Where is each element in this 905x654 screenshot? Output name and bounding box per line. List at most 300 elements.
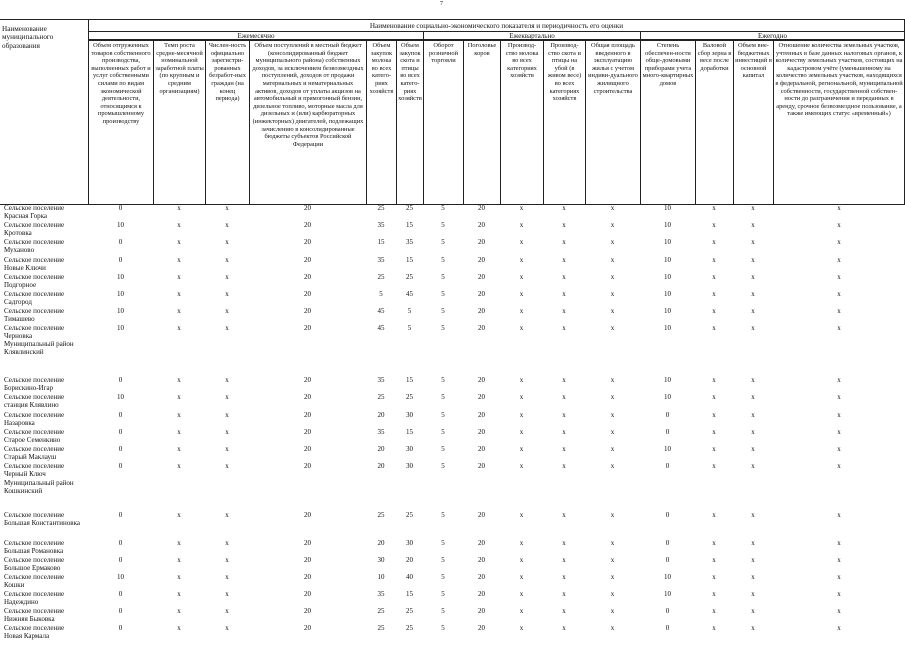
table-cell: 10 [664, 590, 671, 598]
table-cell: 5 [441, 556, 445, 564]
table-cell: 15 [406, 590, 413, 598]
table-cell: x [177, 624, 181, 632]
table-cell: 10 [377, 573, 385, 581]
table-cell: 20 [304, 221, 311, 229]
table-cell: 15 [377, 238, 385, 246]
table-cell: x [519, 411, 524, 419]
header-column-2: Темп роста средне-месячной номинальной заработной платы (по крупным и средним организациям) [153, 40, 205, 205]
row-name-line: Муниципальный район [4, 340, 74, 348]
table-cell: x [225, 462, 229, 470]
row-name-line: Борискино-Игар [4, 384, 54, 393]
table-cell: x [562, 573, 566, 581]
header-column-8: Поголовье коров [463, 40, 500, 205]
table-cell: x [562, 307, 566, 315]
row-name-line: Старый Маклауш [4, 453, 57, 462]
table-cell: x [519, 624, 524, 632]
table-cell: x [225, 573, 229, 581]
table-cell: x [562, 221, 566, 229]
table-cell: 15 [406, 256, 413, 264]
table-cell: x [519, 539, 524, 547]
table-cell: x [837, 238, 841, 246]
table-cell: x [751, 445, 755, 453]
table-cell: x [519, 376, 524, 384]
row-name [4, 393, 104, 410]
row-name-line: Сельское поселение [4, 539, 65, 547]
table-cell: 0 [118, 411, 123, 419]
row-name-line: Сельское поселение [4, 462, 65, 470]
table-cell: 5 [441, 624, 445, 632]
table-cell: 10 [664, 307, 671, 315]
table-cell: 5 [441, 221, 445, 229]
row-name-line: Старое Семенкино [4, 436, 61, 445]
table-cell: 15 [406, 428, 413, 436]
table-cell: x [177, 256, 181, 264]
table-cell: 10 [117, 221, 124, 229]
table-cell: 20 [478, 511, 485, 519]
table-cell: x [837, 376, 841, 384]
table-cell: x [837, 462, 841, 470]
table-row [0, 624, 905, 654]
table-cell: 25 [406, 607, 413, 615]
table-cell: 20 [478, 273, 485, 281]
table-cell: x [610, 290, 615, 298]
table-cell: x [837, 428, 841, 436]
row-name-line: Новые Ключи [4, 264, 46, 273]
table-cell: 25 [377, 204, 385, 212]
table-cell: 0 [665, 624, 670, 632]
table-cell: x [177, 539, 181, 547]
header-column-12: Степень обеспечен-ности обще-домовыми приборами учета много-квартирных домов [640, 40, 695, 205]
table-cell: 20 [478, 324, 485, 332]
row-name-line: Сельское поселение [4, 607, 65, 615]
table-cell: x [712, 256, 716, 264]
header-column-6: Объем закупок скота и птицы во всех катего-риях хозяйств [396, 40, 423, 205]
table-cell: 10 [664, 290, 671, 298]
table-cell: 0 [665, 607, 670, 615]
table-cell: 0 [665, 556, 670, 564]
table-cell: 5 [441, 256, 445, 264]
table-cell: 20 [304, 428, 311, 436]
header-column-15: Отношение количества земельных участков, учтенных в базе данных налоговых органов, к количеству земельных участков, состоящих на кадастровом учёте (уменьшенному на количество земельных участков, находящихся в федеральной, региональной, муниципальной собственности, государственной собствен-ности до разграничения и переданных в аренду, срочное безвозмездное пользование, а также имеющих статус «временный») [773, 40, 905, 205]
table-cell: 35 [406, 238, 413, 246]
table-cell: 5 [441, 393, 445, 401]
table-cell: x [225, 445, 229, 453]
table-cell: x [837, 624, 841, 632]
row-name-line: Садгород [4, 298, 32, 307]
table-cell: 25 [377, 393, 385, 401]
table-cell: x [562, 273, 566, 281]
table-cell: 20 [478, 573, 485, 581]
table-cell: x [177, 511, 181, 519]
row-name [4, 324, 104, 341]
table-cell: 10 [664, 324, 671, 332]
row-name-line: Сельское поселение [4, 324, 65, 332]
table-row [0, 340, 905, 370]
table-cell: 20 [478, 607, 485, 615]
table-cell: x [562, 445, 566, 453]
table-cell: 25 [377, 511, 385, 519]
header-top-title: Наименование социально-экономического показателя и периодичность его оценки [88, 19, 905, 31]
table-cell: x [225, 256, 229, 264]
table-cell: x [837, 204, 841, 212]
table-cell: 0 [118, 590, 123, 598]
table-cell: 5 [441, 204, 445, 212]
table-cell: 20 [377, 539, 385, 547]
table-cell: 10 [117, 324, 124, 332]
row-name-line: Сельское поселение [4, 273, 65, 281]
table-cell: x [562, 556, 566, 564]
table-cell: x [712, 204, 716, 212]
table-cell: 45 [377, 307, 385, 315]
table-cell: x [562, 290, 566, 298]
table-cell: x [225, 273, 229, 281]
table-cell: 20 [478, 393, 485, 401]
table-cell: x [837, 411, 841, 419]
table-cell: 25 [406, 511, 413, 519]
table-cell: 10 [117, 307, 124, 315]
table-cell: 20 [478, 411, 485, 419]
table-cell: x [610, 462, 615, 470]
row-name-line: Назаровка [4, 419, 35, 428]
table-cell: x [225, 204, 229, 212]
table-cell: x [751, 624, 755, 632]
row-name-line: Сельское поселение [4, 256, 65, 264]
table-cell: x [177, 445, 181, 453]
table-cell: x [712, 393, 716, 401]
row-name [4, 511, 104, 528]
table-cell: x [519, 256, 524, 264]
table-cell: x [712, 607, 716, 615]
table-cell: 20 [377, 445, 385, 453]
table-cell: 20 [478, 462, 485, 470]
table-cell: x [610, 624, 615, 632]
table-cell: 5 [441, 290, 445, 298]
table-cell: x [225, 590, 229, 598]
table-cell: 20 [304, 624, 311, 632]
table-cell: x [519, 462, 524, 470]
table-cell: x [177, 238, 181, 246]
table-cell: x [519, 307, 524, 315]
header-column-11: Общая площадь введенного в эксплуатацию жилья с учетом индиви-дуального жилищного строительства [585, 40, 640, 205]
table-cell: x [712, 273, 716, 281]
table-cell: 0 [118, 256, 123, 264]
row-name-line: Большая Романовка [4, 547, 64, 556]
table-cell: x [177, 556, 181, 564]
table-cell: x [610, 590, 615, 598]
table-cell: 25 [377, 607, 385, 615]
table-cell: x [519, 273, 524, 281]
table-cell: 20 [304, 324, 311, 332]
header-group-2: Ежеквартально [423, 31, 640, 40]
row-name [4, 376, 104, 393]
header-column-5: Объем закупок молока во всех катего-риях хозяйств [366, 40, 396, 205]
table-cell: 35 [377, 590, 385, 598]
table-cell: x [562, 324, 566, 332]
row-name-line: Кротовка [4, 229, 32, 238]
table-cell: 20 [304, 273, 311, 281]
table-cell: x [225, 624, 229, 632]
table-cell: 0 [118, 556, 123, 564]
table-cell: x [751, 221, 755, 229]
table-cell: x [519, 590, 524, 598]
table-cell: 10 [117, 573, 124, 581]
table-cell: x [177, 290, 181, 298]
table-cell: x [712, 590, 716, 598]
table-cell: x [225, 539, 229, 547]
row-name [4, 624, 104, 641]
table-cell: 5 [441, 511, 445, 519]
table-cell: x [177, 273, 181, 281]
table-cell: 0 [118, 607, 123, 615]
table-cell: x [712, 445, 716, 453]
row-name-line: Сельское поселение [4, 445, 65, 453]
row-name-line: Сельское поселение [4, 221, 65, 229]
table-cell: x [519, 221, 524, 229]
table-cell: x [712, 411, 716, 419]
table-cell: x [562, 376, 566, 384]
table-cell: x [177, 428, 181, 436]
row-name-line: Сельское поселение [4, 238, 65, 246]
table-cell: 20 [478, 556, 485, 564]
table-cell: 45 [377, 324, 385, 332]
table-cell: x [712, 573, 716, 581]
table-cell: 0 [118, 445, 123, 453]
table-cell: x [225, 324, 229, 332]
row-name-line: Сельское поселение [4, 590, 65, 598]
row-name [4, 573, 104, 590]
row-name-line: Большая Константиновка [4, 519, 81, 528]
header-group-1: Ежемесячно [88, 31, 423, 40]
table-cell: x [610, 307, 615, 315]
table-cell: 20 [304, 393, 311, 401]
table-cell: 5 [441, 573, 445, 581]
table-cell: 20 [377, 411, 385, 419]
table-cell: x [610, 256, 615, 264]
table-cell: 40 [406, 573, 413, 581]
table-cell: x [562, 411, 566, 419]
table-cell: x [837, 590, 841, 598]
table-cell: x [610, 393, 615, 401]
header-group-3: Ежегодно [640, 31, 905, 40]
table-cell: 20 [304, 539, 311, 547]
table-cell: x [751, 273, 755, 281]
row-name-line: Кошкинский [4, 487, 43, 496]
table-cell: x [610, 376, 615, 384]
table-cell: x [519, 393, 524, 401]
table-cell: 5 [407, 307, 412, 315]
table-cell: 20 [304, 607, 311, 615]
table-cell: 0 [665, 428, 670, 436]
table-cell: x [751, 590, 755, 598]
table-cell: x [519, 607, 524, 615]
table-cell: 0 [665, 411, 670, 419]
row-name [4, 256, 104, 273]
header-name-column: Наименование муниципального образования [0, 19, 88, 205]
table-cell: x [519, 428, 524, 436]
table-cell: 5 [441, 238, 445, 246]
table-cell: x [177, 573, 181, 581]
table-cell: 0 [118, 462, 123, 470]
row-name-line: Клявлинский [4, 348, 44, 357]
table-cell: x [837, 221, 841, 229]
header-column-4: Объем поступлений в местный бюджет (консолидированный бюджет муниципального района) собственных доходов, за исключением безвозмездных поступлений, доходов от продажи материальных и нематериальных активов, доходов от уплаты акцизов на автомобильный и прямогонный бензин, дизельное топливо, моторные масла для дизельных и (или) карбюраторных (инжекторных) двигателей, подлежащих зачислению в консолидированные бюджеты субъектов Российской Федерации [249, 40, 366, 205]
table-cell: x [562, 238, 566, 246]
table-cell: x [712, 290, 716, 298]
table-cell: x [562, 204, 566, 212]
table-cell: 35 [377, 376, 385, 384]
table-cell: 20 [304, 411, 311, 419]
table-cell: x [610, 273, 615, 281]
row-name-line: Муниципальный район [4, 479, 74, 487]
table-cell: 5 [441, 273, 445, 281]
table-cell: 15 [406, 376, 413, 384]
table-cell: 10 [117, 290, 124, 298]
table-cell: x [712, 539, 716, 547]
table-cell: x [519, 324, 524, 332]
table-cell: x [751, 376, 755, 384]
table-cell: 20 [478, 307, 485, 315]
table-cell: x [837, 556, 841, 564]
table-cell: x [225, 376, 229, 384]
row-name-line: Новая Кармала [4, 632, 50, 641]
table-cell: x [837, 307, 841, 315]
table-cell: 5 [441, 411, 445, 419]
row-name-line: Сельское поселение [4, 307, 65, 315]
table-cell: x [751, 393, 755, 401]
table-cell: x [519, 556, 524, 564]
table-cell: 20 [304, 445, 311, 453]
table-row [0, 511, 905, 541]
row-name [4, 556, 104, 573]
table-cell: 0 [118, 511, 123, 519]
table-cell: x [837, 607, 841, 615]
table-cell: 20 [478, 590, 485, 598]
table-cell: x [712, 556, 716, 564]
table-cell: 20 [478, 238, 485, 246]
table-cell: 10 [664, 204, 671, 212]
table-cell: x [751, 428, 755, 436]
table-cell: 20 [406, 556, 413, 564]
table-cell: 10 [664, 273, 671, 281]
table-cell: x [610, 445, 615, 453]
page-number: 7 [440, 1, 443, 7]
table-cell: x [712, 376, 716, 384]
table-cell: x [837, 539, 841, 547]
table-cell: 25 [406, 393, 413, 401]
row-name-line: Большое Ермаково [4, 564, 61, 573]
table-cell: x [225, 290, 229, 298]
table-cell: 5 [441, 539, 445, 547]
table-cell: x [751, 539, 755, 547]
table-cell: x [225, 307, 229, 315]
row-name-line: Тимашево [4, 315, 35, 324]
row-name [4, 290, 104, 307]
row-name-line: Красная Горка [4, 212, 48, 221]
row-name-line: Сельское поселение [4, 376, 65, 384]
table-cell: x [837, 324, 841, 332]
table-cell: 25 [406, 273, 413, 281]
table-cell: 0 [118, 539, 123, 547]
row-name-line: Подгорное [4, 281, 37, 290]
table-cell: x [562, 624, 566, 632]
table-cell: x [177, 462, 181, 470]
table-cell: x [837, 273, 841, 281]
table-cell: 20 [478, 624, 485, 632]
row-name-line: станция Клявлино [4, 401, 59, 410]
table-cell: 30 [406, 411, 413, 419]
table-cell: x [837, 445, 841, 453]
table-cell: x [610, 539, 615, 547]
table-cell: x [177, 607, 181, 615]
table-cell: x [225, 238, 229, 246]
table-cell: 20 [478, 256, 485, 264]
row-name-line: Сельское поселение [4, 428, 65, 436]
table-cell: x [751, 607, 755, 615]
table-cell: x [177, 393, 181, 401]
table-cell: 0 [118, 204, 123, 212]
table-cell: 5 [441, 445, 445, 453]
table-cell: 10 [664, 238, 671, 246]
table-cell: 0 [118, 428, 123, 436]
table-cell: 20 [304, 204, 311, 212]
table-cell: x [225, 428, 229, 436]
row-name-line: Сельское поселение [4, 411, 65, 419]
table-cell: 5 [441, 462, 445, 470]
table-cell: 0 [665, 511, 670, 519]
table-cell: 5 [441, 324, 445, 332]
table-cell: 25 [406, 204, 413, 212]
row-name [4, 204, 104, 221]
table-cell: x [519, 511, 524, 519]
table-cell: x [177, 411, 181, 419]
table-cell: x [225, 411, 229, 419]
row-name-line: Кошки [4, 581, 25, 590]
table-cell: x [610, 556, 615, 564]
header-column-10: Производ-ство скота и птицы на убой (в живом весе) во всех категориях хозяйств [543, 40, 585, 205]
table-cell: x [610, 238, 615, 246]
table-cell: 20 [478, 204, 485, 212]
table-cell: 20 [304, 307, 311, 315]
row-name-line: Сельское поселение [4, 624, 65, 632]
header-column-14: Объем вне-бюджетных инвестиций в основной капитал [733, 40, 773, 205]
table-cell: x [177, 590, 181, 598]
row-name-line: Сельское поселение [4, 511, 65, 519]
table-cell: 15 [406, 221, 413, 229]
table-cell: 10 [664, 445, 671, 453]
table-cell: x [751, 324, 755, 332]
row-name [4, 479, 104, 496]
table-cell: 10 [664, 573, 671, 581]
table-cell: x [610, 411, 615, 419]
row-name [4, 607, 104, 624]
table-cell: 5 [441, 590, 445, 598]
table-cell: x [837, 393, 841, 401]
table-cell: x [837, 290, 841, 298]
table-cell: 30 [406, 445, 413, 453]
table-cell: x [712, 511, 716, 519]
table-cell: x [751, 556, 755, 564]
table-cell: x [610, 324, 615, 332]
table-cell: 20 [304, 573, 311, 581]
table-cell: x [712, 428, 716, 436]
table-cell: x [562, 511, 566, 519]
table-cell: 45 [406, 290, 413, 298]
table-cell: 25 [377, 624, 385, 632]
table-cell: x [751, 462, 755, 470]
row-name [4, 462, 104, 479]
table-cell: 0 [118, 376, 123, 384]
table-cell: x [225, 511, 229, 519]
